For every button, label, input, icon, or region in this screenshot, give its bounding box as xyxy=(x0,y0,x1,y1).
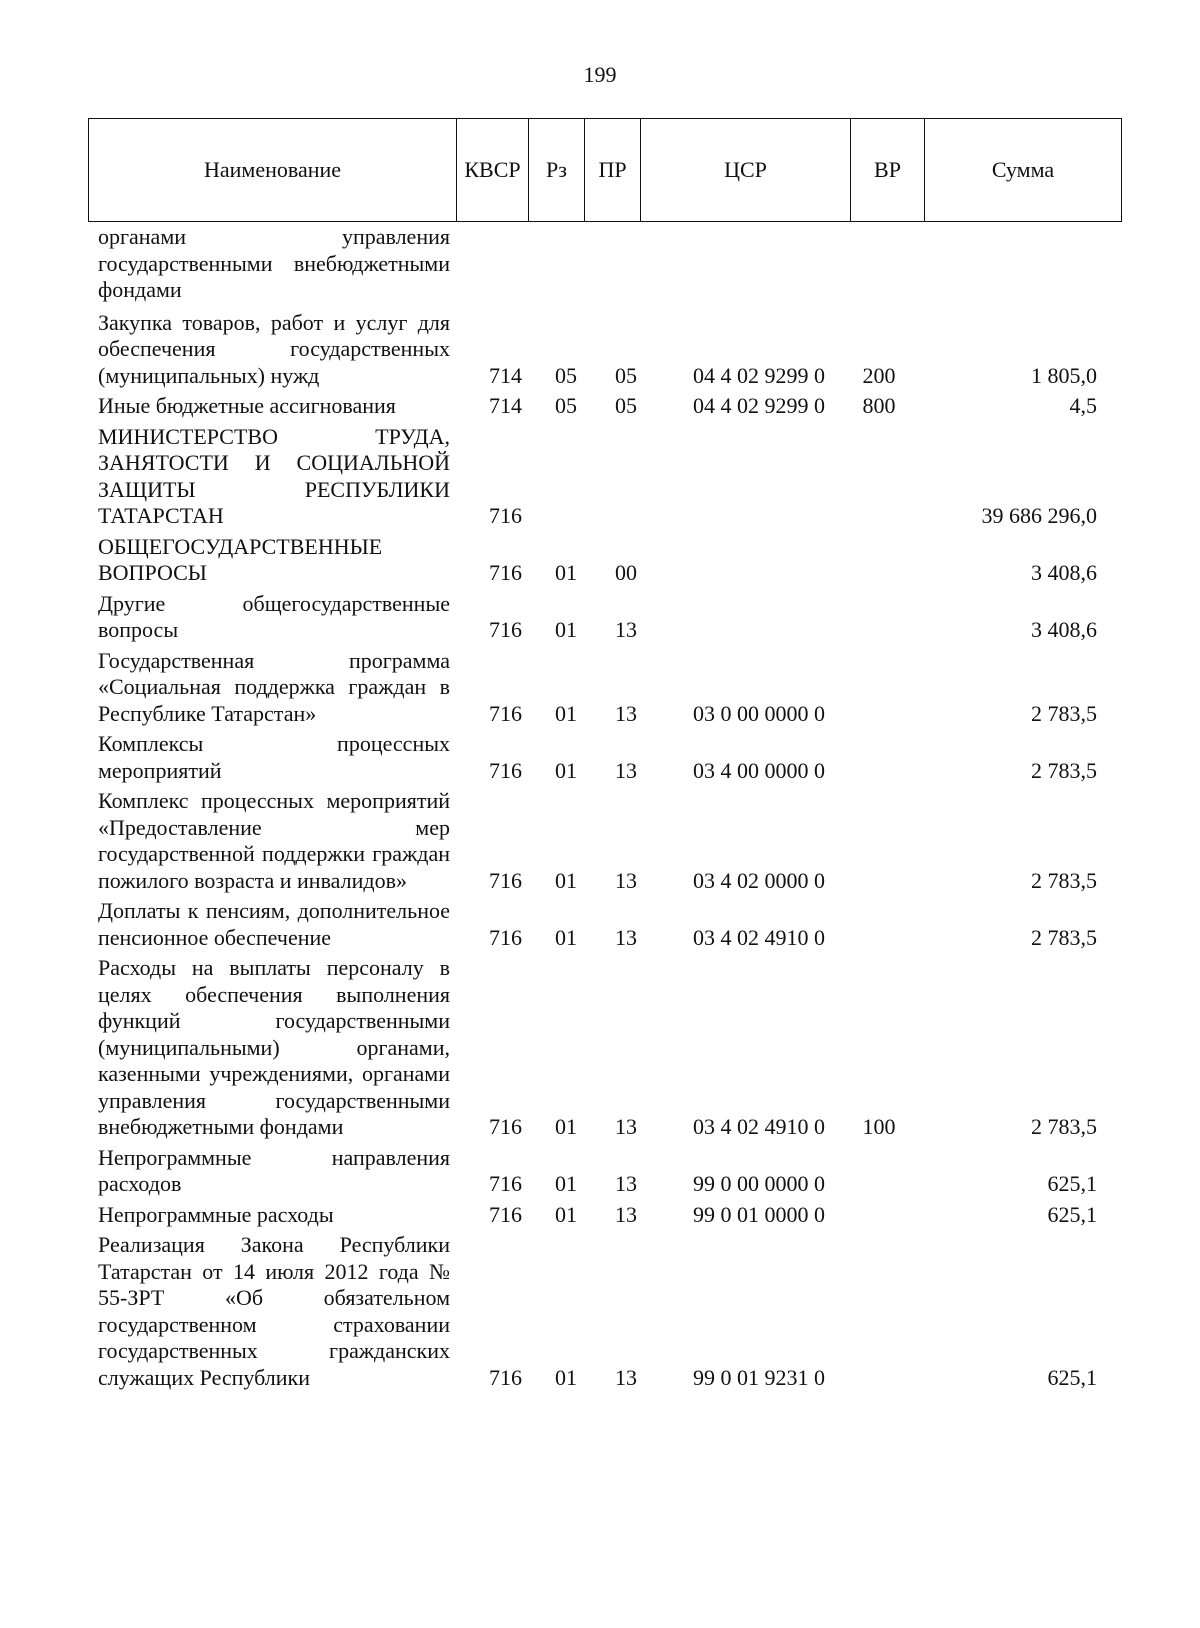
row-rz: 05 xyxy=(555,393,577,418)
table-row xyxy=(98,1145,1121,1198)
row-name: Иные бюджетные ассигнования xyxy=(98,393,396,418)
row-pr: 05 xyxy=(615,362,637,388)
row-name: Доплаты к пенсиям, дополнительное пенсионное обеспечение xyxy=(98,898,450,950)
row-sum: 1 805,0 xyxy=(1031,362,1097,388)
row-pr: 13 xyxy=(615,617,637,642)
row-sum: 625,1 xyxy=(1047,1364,1097,1390)
row-name: Другие общегосударственные вопросы xyxy=(98,590,450,642)
row-rz: 01 xyxy=(555,867,577,893)
row-sum: 2 783,5 xyxy=(1031,924,1097,950)
row-rz: 01 xyxy=(555,1364,577,1390)
row-name: органами управления государственными внебюджетными фондами xyxy=(98,224,450,302)
table-row xyxy=(98,424,1121,530)
row-name: Непрограммные расходы xyxy=(98,1201,334,1227)
header-sum: Сумма xyxy=(925,119,1122,222)
row-sum: 625,1 xyxy=(1047,1201,1097,1227)
row-sum: 4,5 xyxy=(1069,393,1097,418)
row-pr: 00 xyxy=(615,560,637,585)
row-csr: 03 4 00 0000 0 xyxy=(693,757,825,783)
row-pr: 13 xyxy=(615,700,637,726)
table-row xyxy=(98,788,1121,894)
table-row xyxy=(98,898,1121,951)
row-name: Закупка товаров, работ и услуг для обеспечения государственных (муниципальных) нужд xyxy=(98,309,450,388)
table-row xyxy=(98,393,1121,420)
row-vr: 200 xyxy=(862,362,896,388)
row-csr: 03 4 02 4910 0 xyxy=(693,924,825,950)
table-row xyxy=(98,310,1121,390)
row-rz: 01 xyxy=(555,1114,577,1139)
row-pr: 13 xyxy=(615,1171,637,1196)
row-kvsr: 716 xyxy=(489,924,522,950)
row-kvsr: 716 xyxy=(489,757,522,783)
row-csr: 04 4 02 9299 0 xyxy=(693,362,825,388)
header-csr: ЦСР xyxy=(641,119,851,222)
row-name: Реализация Закона Республики Татарстан от 14 июля 2012 года № 55-ЗРТ «Об обязательном государственном страховании государственных гражданских служащих Республики xyxy=(98,1232,450,1390)
row-sum: 39 686 296,0 xyxy=(981,503,1097,528)
row-name: Государственная программа «Социальная поддержка граждан в Республике Татарстан» xyxy=(98,647,450,726)
table-row xyxy=(98,534,1121,587)
header-pr: ПР xyxy=(585,119,641,222)
row-sum: 3 408,6 xyxy=(1031,617,1097,642)
row-rz: 01 xyxy=(555,1201,577,1227)
row-kvsr: 714 xyxy=(489,393,522,418)
row-vr: 800 xyxy=(862,393,896,418)
header-vr: ВР xyxy=(851,119,925,222)
row-csr: 99 0 01 0000 0 xyxy=(693,1201,825,1227)
table-row xyxy=(98,591,1121,644)
row-rz: 01 xyxy=(555,617,577,642)
row-kvsr: 714 xyxy=(489,362,522,388)
row-pr: 13 xyxy=(615,867,637,893)
row-sum: 2 783,5 xyxy=(1031,700,1097,726)
row-kvsr: 716 xyxy=(489,1364,522,1390)
table-header xyxy=(88,118,1122,222)
row-kvsr: 716 xyxy=(489,867,522,893)
page-number: 199 xyxy=(583,62,617,87)
row-rz: 05 xyxy=(555,362,577,388)
row-rz: 01 xyxy=(555,560,577,585)
table-row xyxy=(98,1202,1121,1229)
row-kvsr: 716 xyxy=(489,560,522,585)
row-kvsr: 716 xyxy=(489,503,522,528)
row-name: Непрограммные направления расходов xyxy=(98,1144,450,1196)
row-kvsr: 716 xyxy=(489,1201,522,1227)
row-pr: 13 xyxy=(615,924,637,950)
row-pr: 05 xyxy=(615,393,637,418)
header-name: Наименование xyxy=(89,119,457,222)
row-pr: 13 xyxy=(615,1114,637,1139)
row-sum: 2 783,5 xyxy=(1031,1114,1097,1139)
header-kvsr: КВСР xyxy=(457,119,529,222)
row-csr: 03 0 00 0000 0 xyxy=(693,700,825,726)
row-name: Расходы на выплаты персоналу в целях обеспечения выполнения функций государственными (муниципальными) органами, казенными учреждениями, органами управления государственными внебюджетными фондами xyxy=(98,955,450,1139)
row-sum: 3 408,6 xyxy=(1031,560,1097,585)
row-name: ОБЩЕГОСУДАРСТВЕННЫЕ ВОПРОСЫ xyxy=(98,533,383,585)
row-kvsr: 716 xyxy=(489,1114,522,1139)
row-csr: 99 0 00 0000 0 xyxy=(693,1171,825,1196)
table-row xyxy=(98,648,1121,728)
row-csr: 03 4 02 0000 0 xyxy=(693,867,825,893)
row-name: МИНИСТЕРСТВО ТРУДА, ЗАНЯТОСТИ И СОЦИАЛЬНОЙ ЗАЩИТЫ РЕСПУБЛИКИ ТАТАРСТАН xyxy=(98,423,450,528)
row-name: Комплекс процессных мероприятий «Предоставление мер государственной поддержки граждан пожилого возраста и инвалидов» xyxy=(98,788,450,893)
row-pr: 13 xyxy=(615,757,637,783)
row-sum: 625,1 xyxy=(1047,1171,1097,1196)
row-kvsr: 716 xyxy=(489,700,522,726)
budget-table-body xyxy=(98,224,1121,1395)
row-rz: 01 xyxy=(555,924,577,950)
row-kvsr: 716 xyxy=(489,1171,522,1196)
row-rz: 01 xyxy=(555,700,577,726)
header-rz: Рз xyxy=(529,119,585,222)
row-sum: 2 783,5 xyxy=(1031,757,1097,783)
table-row xyxy=(98,224,1121,304)
table-row xyxy=(98,1232,1121,1391)
row-csr: 04 4 02 9299 0 xyxy=(693,393,825,418)
row-pr: 13 xyxy=(615,1364,637,1390)
row-csr: 03 4 02 4910 0 xyxy=(693,1114,825,1139)
row-name: Комплексы процессных мероприятий xyxy=(98,731,450,783)
row-vr: 100 xyxy=(862,1114,896,1139)
row-pr: 13 xyxy=(615,1201,637,1227)
row-sum: 2 783,5 xyxy=(1031,867,1097,893)
row-kvsr: 716 xyxy=(489,617,522,642)
table-row xyxy=(98,955,1121,1141)
row-csr: 99 0 01 9231 0 xyxy=(693,1364,825,1390)
table-row xyxy=(98,731,1121,784)
row-rz: 01 xyxy=(555,1171,577,1196)
row-rz: 01 xyxy=(555,757,577,783)
